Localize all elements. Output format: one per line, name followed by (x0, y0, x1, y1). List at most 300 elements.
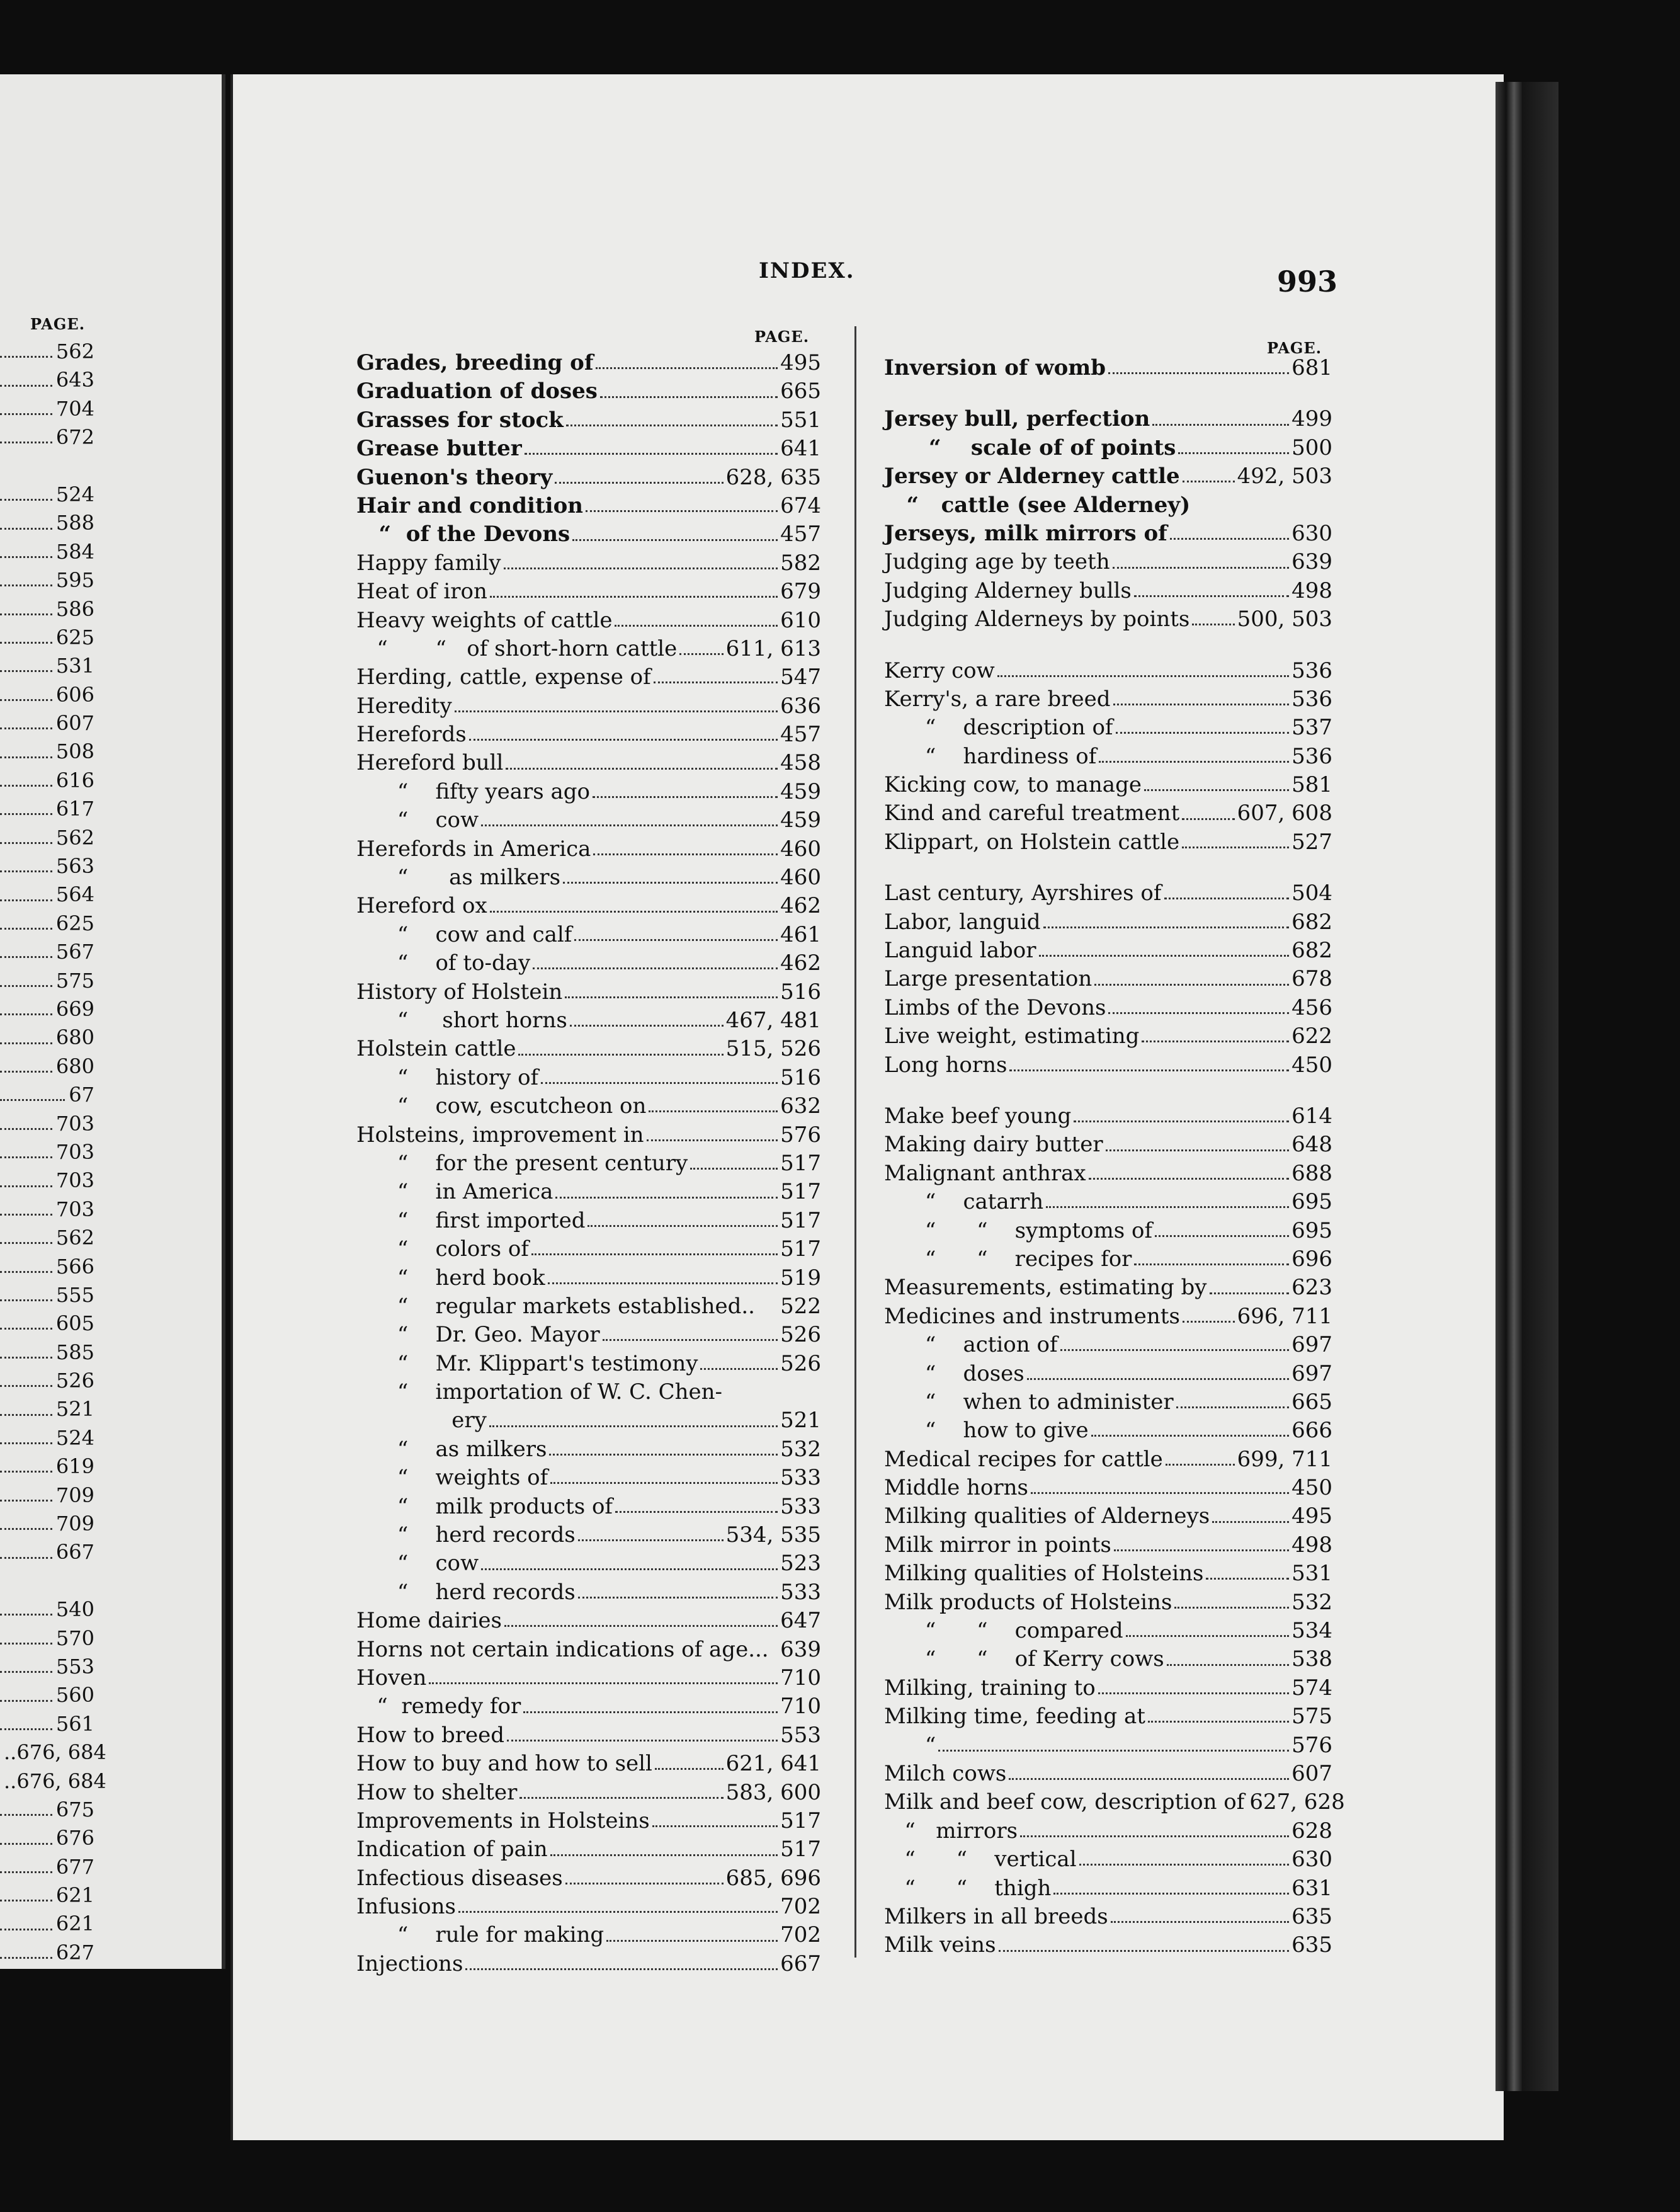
index-entry-page: 632 (780, 1093, 821, 1119)
section-gap (884, 1080, 1332, 1102)
dot-leader (0, 1700, 52, 1702)
index-entry-page: 517 (780, 1207, 821, 1233)
facing-page-number: 621 (55, 1883, 94, 1908)
index-entry-page: 665 (1291, 1389, 1332, 1415)
index-entry-page: 635 (1291, 1903, 1332, 1929)
index-entry-page: 532 (1291, 1589, 1332, 1615)
facing-page-entry (0, 1595, 94, 1624)
index-entry (356, 1721, 821, 1750)
index-entry (884, 1445, 1332, 1474)
index-entry-page: 457 (780, 522, 821, 547)
facing-page-number: 703 (55, 1139, 94, 1164)
index-entry-term: Milkers in all breeds (884, 1903, 1108, 1929)
index-entry-page: 583, 600 (725, 1779, 821, 1805)
facing-page-number: 560 (55, 1683, 94, 1707)
index-entry-term: Malignant anthrax (884, 1160, 1086, 1186)
facing-page-entry (0, 1653, 94, 1681)
index-entry (884, 1160, 1332, 1188)
index-entry-page: 574 (1291, 1675, 1332, 1701)
index-entry-page: 517 (780, 1236, 821, 1262)
index-entry-page: 635 (1291, 1932, 1332, 1958)
index-entry-page: 538 (1291, 1646, 1332, 1672)
index-entry-page: 622 (1291, 1023, 1332, 1049)
index-entry (356, 578, 821, 606)
facing-page-number: 704 (55, 396, 94, 421)
facing-page-number: 606 (55, 682, 94, 707)
index-entry-term: “ colors of (356, 1236, 529, 1262)
facing-page-entry (0, 652, 94, 680)
index-entry-term: “ how to give (884, 1418, 1089, 1444)
index-entry-page: 498 (1291, 578, 1332, 603)
index-entry (884, 1845, 1332, 1874)
facing-page-number: 570 (55, 1626, 94, 1650)
index-entry-page: 517 (780, 1808, 821, 1833)
index-entry-term: Herefords (356, 722, 467, 748)
dot-leader (1108, 372, 1289, 374)
index-entry (884, 965, 1332, 993)
dot-leader (565, 1883, 724, 1884)
index-entry-page: 682 (1291, 938, 1332, 964)
facing-page-number: 680 (55, 1054, 94, 1078)
dot-leader (0, 1185, 52, 1187)
index-entry-page: 533 (780, 1465, 821, 1491)
dot-leader (1176, 1406, 1289, 1408)
index-entry (356, 520, 821, 549)
dot-leader (600, 396, 778, 398)
index-entry-page: 498 (1291, 1532, 1332, 1558)
index-entry (884, 462, 1332, 491)
index-entry (356, 1292, 821, 1321)
index-entry-term: Milch cows (884, 1760, 1007, 1786)
index-entry-term: “ cow (356, 1551, 479, 1576)
dot-leader (1114, 1549, 1289, 1551)
dot-leader (654, 681, 778, 683)
dot-leader (655, 1768, 724, 1770)
index-entry (884, 1788, 1345, 1816)
dot-leader (1020, 1835, 1289, 1837)
index-entry-term: Jersey bull, perfection (884, 406, 1150, 432)
index-entry (356, 492, 821, 520)
index-entry-term: “ description of (884, 715, 1113, 741)
facing-page-entry (0, 852, 94, 881)
index-entry-page: 697 (1291, 1332, 1332, 1358)
dot-leader (550, 1482, 778, 1484)
index-entry-page: 459 (780, 807, 821, 833)
dot-leader (1089, 1178, 1290, 1180)
dot-leader (0, 1557, 52, 1559)
index-entry-term: Klippart, on Holstein cattle (884, 829, 1180, 855)
index-entry-term: “ “ symptoms of (884, 1217, 1153, 1243)
dot-leader (1053, 1893, 1289, 1895)
facing-page-entry (0, 1281, 94, 1309)
facing-page-number: 703 (55, 1168, 94, 1193)
index-entry (884, 605, 1332, 634)
facing-page-entry (0, 1767, 106, 1796)
dot-leader (1142, 1040, 1289, 1042)
index-entry-term: “ cattle (see Alderney) (884, 492, 1191, 518)
index-entry (884, 908, 1332, 937)
dot-leader (649, 1110, 778, 1112)
index-entry-page: 551 (780, 407, 821, 433)
dot-leader (0, 1071, 52, 1073)
index-entry (884, 1051, 1332, 1080)
dot-leader (0, 1929, 52, 1930)
facing-page-entry (0, 1452, 94, 1481)
index-entry (356, 1835, 821, 1864)
dot-leader (0, 727, 52, 729)
dot-leader (679, 653, 723, 655)
facing-page-number: ..676, 684 (4, 1769, 106, 1793)
index-entry-term: Milking qualities of Alderneys (884, 1503, 1210, 1529)
facing-page-number: 531 (55, 654, 94, 678)
dot-leader (1212, 1521, 1289, 1523)
facing-page-number: 567 (55, 940, 94, 964)
dot-leader (0, 1328, 52, 1330)
index-entry-term: Jersey or Alderney cattle (884, 464, 1180, 489)
index-entry-term: Judging Alderney bulls (884, 578, 1132, 603)
index-entry-term: “ (884, 1732, 936, 1758)
index-entry (356, 864, 821, 892)
dot-leader (1144, 789, 1289, 791)
facing-page-entry (0, 1738, 106, 1767)
facing-page-number: 564 (55, 882, 94, 907)
index-entry-term: Hair and condition (356, 493, 583, 518)
index-entry-page: 648 (1291, 1132, 1332, 1158)
dot-leader (0, 556, 52, 558)
dot-leader (574, 939, 778, 941)
dot-leader (0, 1957, 52, 1959)
index-entry-page: 495 (1291, 1503, 1332, 1529)
index-entry-term: How to shelter (356, 1779, 518, 1805)
index-entry-page: 636 (780, 693, 821, 719)
facing-page-number: 625 (55, 911, 94, 935)
dot-leader (0, 870, 52, 872)
index-entry-term: Kerry cow (884, 658, 995, 683)
dot-leader (578, 1597, 778, 1599)
index-entry-page: 647 (780, 1608, 821, 1634)
dot-leader (481, 1568, 778, 1570)
index-entry (356, 1092, 821, 1120)
facing-page-number: 625 (55, 625, 94, 649)
facing-page-entry (0, 1939, 94, 1967)
dot-leader (541, 1082, 778, 1084)
facing-page-entry (0, 1481, 94, 1510)
dot-leader (572, 539, 778, 541)
index-entry-page: 610 (780, 607, 821, 633)
dot-leader (0, 1128, 52, 1130)
index-entry (356, 1121, 821, 1149)
index-entry (356, 377, 821, 406)
dot-leader (0, 985, 52, 987)
dot-leader (1106, 1149, 1290, 1151)
index-entry-term: Inversion of womb (884, 355, 1106, 380)
index-entry-page: 534 (1291, 1618, 1332, 1644)
index-entry (356, 835, 821, 864)
facing-page-entry (0, 395, 94, 423)
facing-page-number: 621 (55, 1912, 94, 1936)
dot-leader (1206, 1578, 1289, 1580)
index-entry-term: Hereford bull (356, 750, 504, 776)
index-entry (884, 1760, 1332, 1788)
facing-page-entry (0, 595, 94, 624)
dot-leader (603, 1339, 778, 1341)
facing-page-entry (0, 1567, 94, 1595)
dot-leader (652, 1825, 778, 1827)
index-entry-page: 678 (1291, 966, 1332, 992)
index-entry (884, 1274, 1332, 1302)
index-entry-page: 581 (1291, 772, 1332, 798)
facing-page-number: 555 (55, 1282, 94, 1307)
dot-leader (0, 1528, 52, 1530)
dot-leader (586, 510, 778, 512)
index-entry (884, 1474, 1332, 1502)
dot-leader (0, 842, 52, 844)
index-entry-page: 582 (780, 550, 821, 576)
index-entry (356, 1950, 821, 1978)
dot-leader (0, 613, 52, 615)
index-entry-term: “ mirrors (884, 1818, 1018, 1844)
dot-leader (1155, 1235, 1289, 1237)
index-entry-term: Injections (356, 1951, 463, 1976)
dot-leader (0, 1442, 52, 1444)
index-entry-term: Languid labor (884, 938, 1036, 964)
dot-leader (0, 1214, 52, 1216)
facing-page-number: 584 (55, 539, 94, 564)
dot-leader (1167, 1664, 1289, 1666)
index-entry (356, 435, 821, 463)
facing-page-entry (0, 967, 94, 995)
index-entry-term: “ cow and calf (356, 921, 572, 947)
dot-leader (0, 642, 52, 644)
index-entry-term: “ hardiness of (884, 743, 1097, 769)
index-entry (356, 1064, 821, 1092)
facing-page-number: 561 (55, 1711, 94, 1736)
index-entry-page: 536 (1291, 658, 1332, 683)
dot-leader (1192, 624, 1234, 625)
index-entry-page: 495 (780, 350, 821, 375)
index-entry-term: How to breed (356, 1722, 504, 1748)
facing-page-number: 709 (55, 1512, 94, 1536)
dot-leader (507, 1740, 778, 1742)
index-entry-page: 531 (1291, 1561, 1332, 1587)
index-entry-term: How to buy and how to sell (356, 1751, 652, 1777)
facing-page-number: 540 (55, 1597, 94, 1622)
section-gap (884, 857, 1332, 879)
index-entry (884, 1645, 1332, 1673)
index-entry-term: Infectious diseases (356, 1865, 563, 1891)
index-entry (884, 879, 1332, 908)
dot-leader (0, 1871, 52, 1873)
facing-page-entry (0, 1367, 94, 1395)
index-entry (356, 1750, 821, 1778)
facing-page-number: 605 (55, 1311, 94, 1336)
index-entry (356, 1350, 821, 1378)
index-entry (884, 1022, 1332, 1051)
index-entry-term: “ as milkers (356, 1436, 547, 1462)
dot-leader (1182, 818, 1234, 820)
index-entry (884, 491, 1332, 520)
dot-leader (1113, 704, 1290, 705)
index-entry-term: “ scale of of points (884, 435, 1176, 460)
facing-page-number: 672 (55, 425, 94, 450)
facing-page-number: 703 (55, 1111, 94, 1136)
facing-page-number: 563 (55, 854, 94, 879)
index-entry (356, 1378, 821, 1406)
facing-page-entry (0, 1910, 94, 1938)
facing-page-number: 521 (55, 1397, 94, 1422)
dot-leader (700, 1368, 778, 1370)
index-entry-page: 666 (1291, 1418, 1332, 1444)
dot-leader (455, 710, 778, 712)
facing-page-page-numbers (0, 338, 106, 1967)
right-column-heading: PAGE. (1267, 339, 1322, 357)
index-entry-page: 628 (1291, 1818, 1332, 1844)
facing-page-number: 588 (55, 511, 94, 535)
dot-leader (0, 1671, 52, 1673)
facing-page-entry (0, 1081, 94, 1109)
index-entry-term: Graduation of doses (356, 379, 598, 404)
index-entry-term: Labor, languid (884, 909, 1041, 935)
index-entry (884, 1303, 1332, 1331)
index-entry (884, 1588, 1332, 1617)
index-entry-page: 458 (780, 750, 821, 776)
facing-page-entry (0, 1338, 94, 1367)
index-entry-term: Grasses for stock (356, 407, 564, 433)
dot-leader (0, 1357, 52, 1359)
index-entry-page: 504 (1291, 881, 1332, 906)
index-entry-term: Happy family (356, 550, 501, 576)
index-entry-term: “ milk products of (356, 1493, 613, 1519)
dot-leader (1164, 898, 1290, 899)
index-entry-page: 462 (780, 893, 821, 919)
index-entry-page: 710 (780, 1694, 821, 1719)
facing-page-number: 566 (55, 1254, 94, 1279)
index-entry-term: “ as milkers (356, 865, 561, 891)
dot-leader (1183, 1321, 1235, 1323)
index-entry-page: 614 (1291, 1103, 1332, 1129)
index-entry-term: Milking qualities of Holsteins (884, 1561, 1204, 1587)
index-entry (884, 1931, 1332, 1959)
index-entry-page: 519 (780, 1265, 821, 1291)
index-entry-page: 575 (1291, 1704, 1332, 1730)
dot-leader (469, 739, 778, 741)
index-entry-page: 674 (780, 493, 821, 518)
index-entry (356, 692, 821, 721)
dot-leader (0, 1385, 52, 1387)
index-entry (884, 771, 1332, 799)
dot-leader (490, 596, 778, 598)
index-entry (884, 1702, 1332, 1731)
index-entry (356, 1864, 821, 1893)
index-entry-page: 710 (780, 1665, 821, 1690)
dot-leader (481, 824, 778, 826)
section-gap (884, 382, 1332, 405)
dot-leader (519, 1797, 723, 1799)
dot-leader (1178, 452, 1289, 454)
dot-leader (1108, 1012, 1289, 1014)
facing-page-number: ..676, 684 (4, 1740, 106, 1765)
dot-leader (647, 1139, 778, 1141)
index-entry-page: 628, 635 (725, 464, 821, 490)
dot-leader (1079, 1864, 1290, 1866)
dot-leader (999, 1950, 1290, 1952)
dot-leader (1210, 1292, 1290, 1294)
dot-leader (997, 675, 1289, 677)
dot-leader (615, 625, 778, 627)
index-entry-page: 527 (1291, 829, 1332, 855)
index-entry (884, 1903, 1332, 1931)
index-entry-page: 576 (780, 1122, 821, 1148)
dot-leader (550, 1854, 778, 1856)
index-entry-page: 516 (780, 979, 821, 1005)
index-entry-page: 695 (1291, 1217, 1332, 1243)
index-entry-term: “ importation of W. C. Chen- (356, 1379, 723, 1405)
index-entry-page: 537 (1291, 715, 1332, 741)
facing-page-entry (0, 538, 94, 566)
index-entry-page: 696 (1291, 1246, 1332, 1272)
index-entry-page: 702 (780, 1922, 821, 1948)
facing-page-entry (0, 338, 94, 366)
facing-page-entry (0, 1224, 94, 1252)
index-entry-term: Holsteins, improvement in (356, 1122, 644, 1148)
index-entry-term: Herding, cattle, expense of (356, 664, 651, 690)
facing-page-entry (0, 1253, 94, 1281)
dot-leader (1098, 1692, 1289, 1694)
index-entry (356, 806, 821, 835)
index-entry (356, 1549, 821, 1578)
dot-leader (0, 442, 52, 443)
index-entry (356, 921, 821, 949)
index-entry-term: Last century, Ayrshires of (884, 881, 1162, 906)
index-entry (884, 1617, 1332, 1645)
index-entry-page: 462 (780, 950, 821, 976)
index-entry-page: 522 (780, 1293, 821, 1319)
dot-leader (0, 1156, 52, 1158)
index-entry-term: “ herd records (356, 1579, 576, 1605)
dot-leader (1043, 926, 1290, 928)
index-entry-term: “ short horns (356, 1007, 567, 1033)
dot-leader (1027, 1378, 1289, 1380)
dot-leader (490, 911, 778, 913)
facing-page-number: 667 (55, 1540, 94, 1565)
index-entry-page: 639 (780, 1636, 821, 1662)
index-entry (884, 1417, 1332, 1445)
facing-page-entry (0, 1395, 94, 1423)
dot-leader (0, 1242, 52, 1244)
index-entry-page: 500, 503 (1237, 607, 1332, 632)
index-entry-term: “ “ thigh (884, 1875, 1052, 1901)
index-entry-page: 611, 613 (725, 636, 821, 661)
index-entry-page: 631 (1291, 1875, 1332, 1901)
index-entry-term: Milk veins (884, 1932, 996, 1958)
dot-leader (0, 1843, 52, 1845)
index-entry-page: 627, 628 (1249, 1789, 1345, 1815)
index-entry-page: 457 (780, 722, 821, 748)
facing-page-entry (0, 881, 94, 909)
dot-leader (1134, 595, 1289, 597)
index-entry-term: Jerseys, milk mirrors of (884, 520, 1167, 546)
index-entry (884, 1188, 1332, 1216)
index-entry-page: 696, 711 (1237, 1303, 1332, 1329)
dot-leader (1074, 1120, 1289, 1122)
index-entry (884, 1217, 1332, 1245)
index-entry (884, 520, 1332, 548)
facing-page-entry (0, 738, 94, 766)
index-entry-term: “ cow, escutcheon on (356, 1093, 647, 1119)
index-entry-term: Long horns (884, 1052, 1007, 1078)
dot-leader (506, 768, 778, 770)
dot-leader (0, 1042, 52, 1044)
